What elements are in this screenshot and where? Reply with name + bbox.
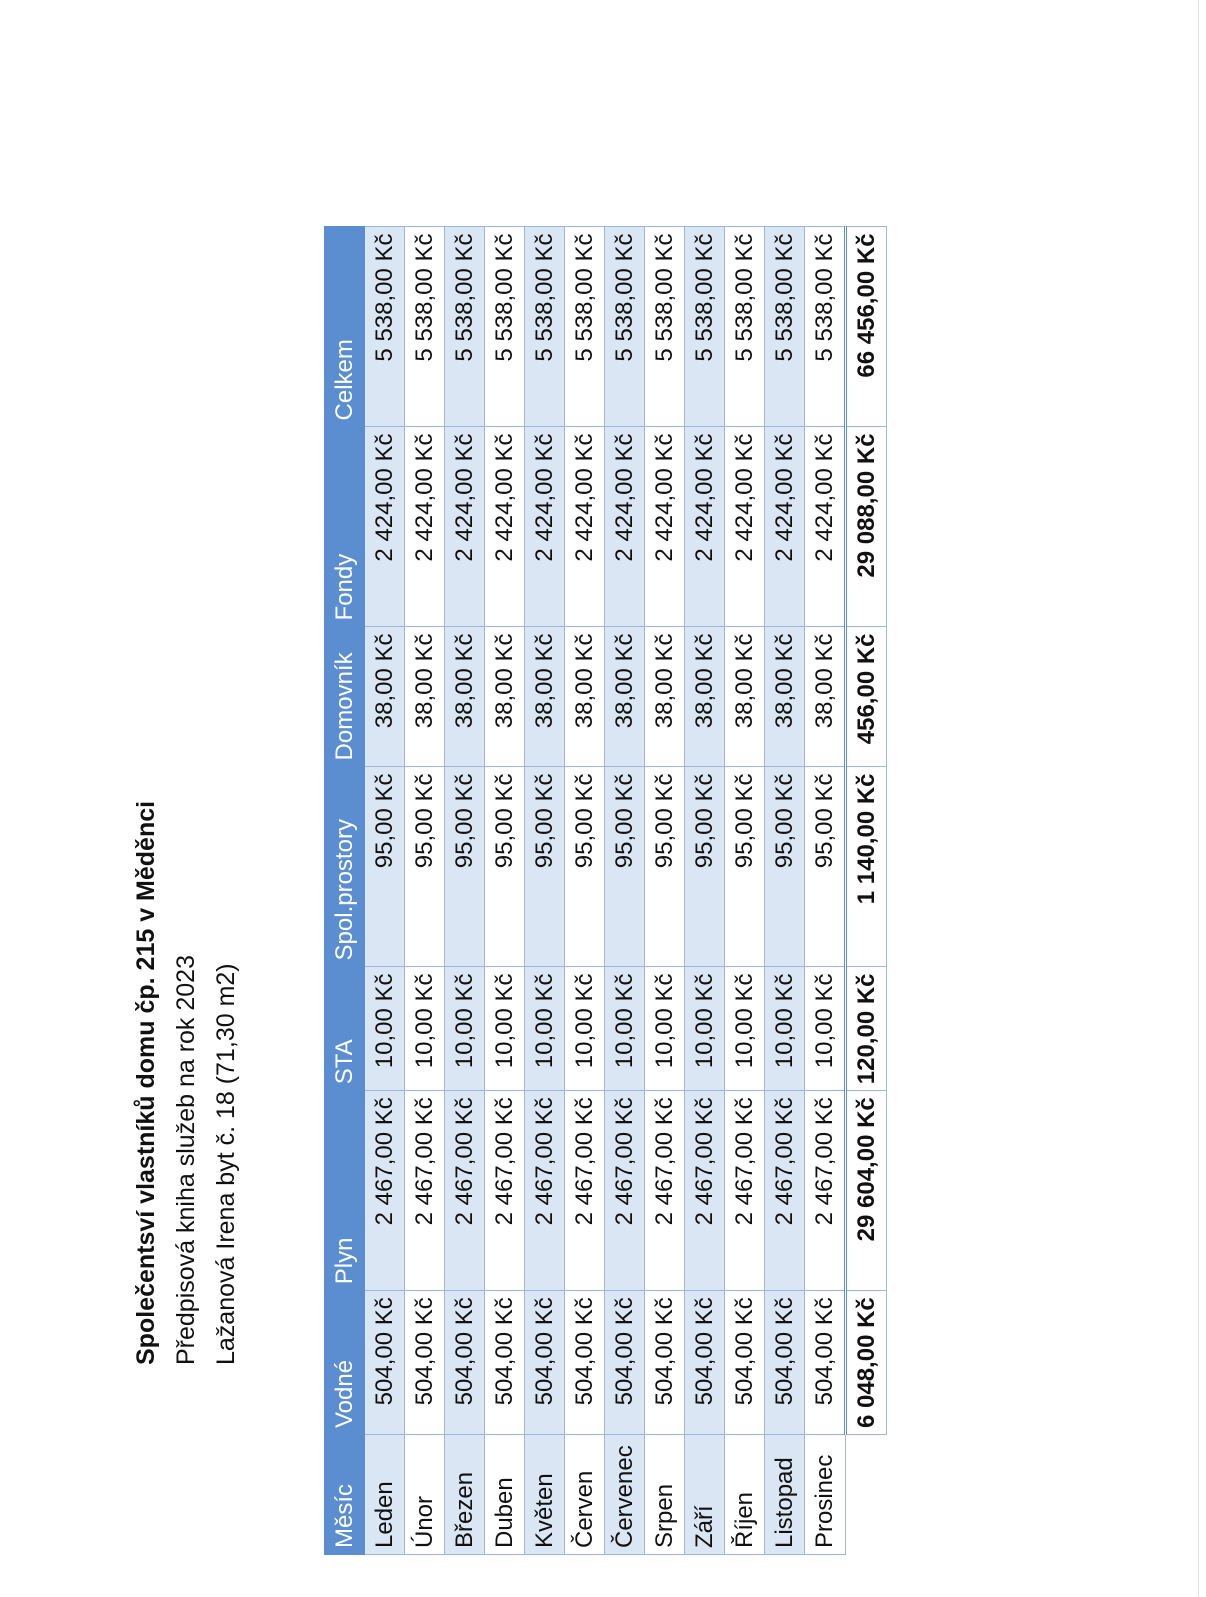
amount-cell: 5 538,00 Kč <box>645 227 685 427</box>
amount-cell: 5 538,00 Kč <box>565 227 605 427</box>
amount-cell: 10,00 Kč <box>605 967 645 1091</box>
amount-cell: 2 467,00 Kč <box>445 1091 485 1291</box>
month-cell: Prosinec <box>805 1435 846 1555</box>
amount-cell: 504,00 Kč <box>725 1291 765 1435</box>
amount-cell: 504,00 Kč <box>805 1291 846 1435</box>
column-header: Měsíc <box>325 1435 365 1555</box>
column-header: Spol.prostory <box>325 767 365 967</box>
document-header <box>126 801 246 1365</box>
amount-cell: 10,00 Kč <box>685 967 725 1091</box>
table-row <box>445 227 485 1555</box>
table-row <box>525 227 565 1555</box>
amount-cell: 38,00 Kč <box>645 627 685 767</box>
amount-cell: 5 538,00 Kč <box>805 227 846 427</box>
month-cell: Leden <box>365 1435 405 1555</box>
amount-cell: 2 467,00 Kč <box>605 1091 645 1291</box>
amount-cell: 38,00 Kč <box>405 627 445 767</box>
amount-cell: 504,00 Kč <box>525 1291 565 1435</box>
amount-cell: 2 467,00 Kč <box>725 1091 765 1291</box>
amount-cell: 95,00 Kč <box>685 767 725 967</box>
amount-cell: 10,00 Kč <box>725 967 765 1091</box>
amount-cell: 2 424,00 Kč <box>685 427 725 627</box>
service-charges-table <box>324 226 887 1555</box>
totals-row <box>846 227 887 1555</box>
document-title: Společentsví vlastníků domu čp. 215 v Měděnci <box>132 800 160 1365</box>
amount-cell: 10,00 Kč <box>485 967 525 1091</box>
amount-cell: 10,00 Kč <box>565 967 605 1091</box>
amount-cell: 2 467,00 Kč <box>525 1091 565 1291</box>
amount-cell: 2 467,00 Kč <box>685 1091 725 1291</box>
month-cell: Srpen <box>645 1435 685 1555</box>
amount-cell: 504,00 Kč <box>485 1291 525 1435</box>
column-header: STA <box>325 967 365 1091</box>
rotated-content <box>126 115 1026 1585</box>
amount-cell: 2 424,00 Kč <box>605 427 645 627</box>
amount-cell: 5 538,00 Kč <box>485 227 525 427</box>
column-header: Domovník <box>325 627 365 767</box>
month-cell: Únor <box>405 1435 445 1555</box>
amount-cell: 10,00 Kč <box>365 967 405 1091</box>
totals-spacer <box>846 1435 887 1555</box>
amount-cell: 5 538,00 Kč <box>765 227 805 427</box>
amount-cell: 38,00 Kč <box>365 627 405 767</box>
table-row <box>765 227 805 1555</box>
column-header: Fondy <box>325 427 365 627</box>
month-cell: Září <box>685 1435 725 1555</box>
amount-cell: 504,00 Kč <box>765 1291 805 1435</box>
amount-cell: 10,00 Kč <box>805 967 846 1091</box>
table-row <box>725 227 765 1555</box>
amount-cell: 38,00 Kč <box>605 627 645 767</box>
amount-cell: 95,00 Kč <box>645 767 685 967</box>
amount-cell: 38,00 Kč <box>565 627 605 767</box>
amount-cell: 2 424,00 Kč <box>725 427 765 627</box>
table-row <box>365 227 405 1555</box>
amount-cell: 95,00 Kč <box>365 767 405 967</box>
amount-cell: 95,00 Kč <box>805 767 846 967</box>
amount-cell: 38,00 Kč <box>685 627 725 767</box>
total-cell: 6 048,00 Kč <box>846 1291 887 1435</box>
total-cell: 29 088,00 Kč <box>846 427 887 627</box>
amount-cell: 2 424,00 Kč <box>765 427 805 627</box>
document-page <box>8 0 1199 1597</box>
table-row <box>405 227 445 1555</box>
table-row <box>605 227 645 1555</box>
amount-cell: 2 424,00 Kč <box>445 427 485 627</box>
amount-cell: 504,00 Kč <box>685 1291 725 1435</box>
table-row <box>565 227 605 1555</box>
document-owner: Lažanová Irena byt č. 18 (71,30 m2) <box>212 963 240 1365</box>
total-cell: 66 456,00 Kč <box>846 227 887 427</box>
amount-cell: 38,00 Kč <box>805 627 846 767</box>
amount-cell: 38,00 Kč <box>445 627 485 767</box>
month-cell: Březen <box>445 1435 485 1555</box>
amount-cell: 2 467,00 Kč <box>765 1091 805 1291</box>
amount-cell: 5 538,00 Kč <box>685 227 725 427</box>
amount-cell: 2 424,00 Kč <box>525 427 565 627</box>
table-row <box>645 227 685 1555</box>
amount-cell: 504,00 Kč <box>565 1291 605 1435</box>
total-cell: 1 140,00 Kč <box>846 767 887 967</box>
amount-cell: 38,00 Kč <box>525 627 565 767</box>
amount-cell: 95,00 Kč <box>485 767 525 967</box>
amount-cell: 5 538,00 Kč <box>605 227 645 427</box>
amount-cell: 5 538,00 Kč <box>445 227 485 427</box>
total-cell: 29 604,00 Kč <box>846 1091 887 1291</box>
amount-cell: 504,00 Kč <box>405 1291 445 1435</box>
column-header: Vodné <box>325 1291 365 1435</box>
month-cell: Červen <box>565 1435 605 1555</box>
amount-cell: 95,00 Kč <box>445 767 485 967</box>
amount-cell: 504,00 Kč <box>445 1291 485 1435</box>
amount-cell: 38,00 Kč <box>725 627 765 767</box>
amount-cell: 2 467,00 Kč <box>805 1091 846 1291</box>
amount-cell: 504,00 Kč <box>365 1291 405 1435</box>
amount-cell: 10,00 Kč <box>405 967 445 1091</box>
amount-cell: 2 424,00 Kč <box>365 427 405 627</box>
amount-cell: 2 424,00 Kč <box>645 427 685 627</box>
amount-cell: 2 467,00 Kč <box>645 1091 685 1291</box>
amount-cell: 2 424,00 Kč <box>405 427 445 627</box>
amount-cell: 95,00 Kč <box>765 767 805 967</box>
amount-cell: 5 538,00 Kč <box>405 227 445 427</box>
amount-cell: 5 538,00 Kč <box>365 227 405 427</box>
column-header: Celkem <box>325 227 365 427</box>
total-cell: 456,00 Kč <box>846 627 887 767</box>
amount-cell: 5 538,00 Kč <box>725 227 765 427</box>
amount-cell: 2 424,00 Kč <box>485 427 525 627</box>
month-cell: Červenec <box>605 1435 645 1555</box>
amount-cell: 95,00 Kč <box>525 767 565 967</box>
amount-cell: 95,00 Kč <box>725 767 765 967</box>
total-cell: 120,00 Kč <box>846 967 887 1091</box>
amount-cell: 504,00 Kč <box>605 1291 645 1435</box>
month-cell: Květen <box>525 1435 565 1555</box>
amount-cell: 10,00 Kč <box>445 967 485 1091</box>
amount-cell: 10,00 Kč <box>525 967 565 1091</box>
amount-cell: 2 424,00 Kč <box>565 427 605 627</box>
month-cell: Duben <box>485 1435 525 1555</box>
amount-cell: 2 467,00 Kč <box>365 1091 405 1291</box>
amount-cell: 2 467,00 Kč <box>565 1091 605 1291</box>
amount-cell: 10,00 Kč <box>645 967 685 1091</box>
month-cell: Říjen <box>725 1435 765 1555</box>
amount-cell: 2 467,00 Kč <box>485 1091 525 1291</box>
amount-cell: 95,00 Kč <box>405 767 445 967</box>
amount-cell: 504,00 Kč <box>645 1291 685 1435</box>
table-header-row <box>325 227 365 1555</box>
document-subtitle: Předpisová kniha služeb na rok 2023 <box>172 955 200 1365</box>
amount-cell: 38,00 Kč <box>485 627 525 767</box>
amount-cell: 38,00 Kč <box>765 627 805 767</box>
amount-cell: 95,00 Kč <box>565 767 605 967</box>
amount-cell: 2 424,00 Kč <box>805 427 846 627</box>
amount-cell: 5 538,00 Kč <box>525 227 565 427</box>
table-row <box>485 227 525 1555</box>
column-header: Plyn <box>325 1091 365 1291</box>
month-cell: Listopad <box>765 1435 805 1555</box>
amount-cell: 10,00 Kč <box>765 967 805 1091</box>
amount-cell: 2 467,00 Kč <box>405 1091 445 1291</box>
amount-cell: 95,00 Kč <box>605 767 645 967</box>
table-row <box>805 227 846 1555</box>
table-row <box>685 227 725 1555</box>
